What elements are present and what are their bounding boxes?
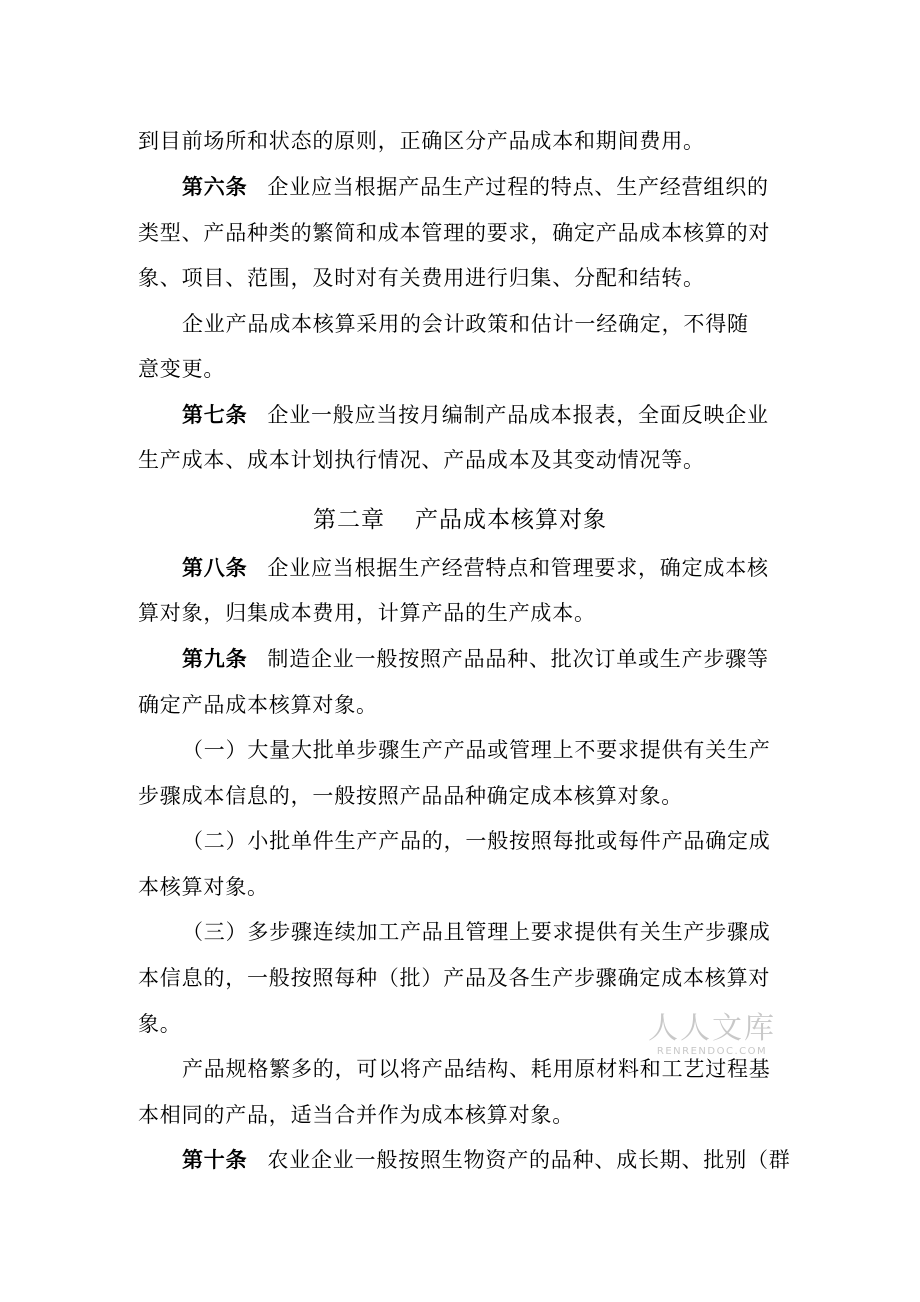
- paragraph-line: （三）多步骤连续加工产品且管理上要求提供有关生产步骤成: [182, 920, 771, 944]
- article-number: 第八条: [182, 556, 248, 580]
- article-number: 第七条: [182, 403, 248, 427]
- paragraph-line: （二）小批单件生产产品的，一般按照每批或每件产品确定成: [182, 829, 771, 853]
- article-number: 第九条: [182, 647, 248, 671]
- article-number: 第十条: [182, 1148, 248, 1172]
- paragraph-line: 步骤成本信息的，一般按照产品品种确定成本核算对象。: [138, 784, 683, 808]
- paragraph-line: 产品规格繁多的，可以将产品结构、耗用原材料和工艺过程基: [182, 1057, 771, 1081]
- paragraph-line: 本相同的产品，适当合并作为成本核算对象。: [138, 1103, 574, 1127]
- article-7-line: 第七条 企业一般应当按月编制产品成本报表，全面反映企业: [182, 403, 769, 427]
- article-number: 第六条: [182, 175, 248, 199]
- paragraph-line: 本核算对象。: [138, 875, 269, 899]
- article-9-line: 第九条 制造企业一般按照产品品种、批次订单或生产步骤等: [182, 647, 769, 671]
- chapter-number: 第二章: [313, 507, 385, 533]
- paragraph-line: 象、项目、范围，及时对有关费用进行归集、分配和结转。: [138, 266, 705, 290]
- paragraph-line: 算对象，归集成本费用，计算产品的生产成本。: [138, 601, 596, 625]
- paragraph-line: 确定产品成本核算对象。: [138, 693, 378, 717]
- paragraph-line: 生产成本、成本计划执行情况、产品成本及其变动情况等。: [138, 448, 705, 472]
- watermark-logo: [648, 1012, 776, 1058]
- article-6-line: 第六条 企业应当根据产品生产过程的特点、生产经营组织的: [182, 175, 769, 199]
- paragraph-line: 类型、产品种类的繁简和成本管理的要求，确定产品成本核算的对: [138, 221, 771, 245]
- watermark-domain: RENRENDOC.COM: [656, 1046, 768, 1057]
- chapter-heading: [0, 504, 920, 536]
- article-10-line: 第十条 农业企业一般按照生物资产的品种、成长期、批别（群: [182, 1148, 791, 1172]
- paragraph-line: 象。: [138, 1012, 182, 1036]
- paragraph-line: 意变更。: [138, 357, 226, 381]
- paragraph-line: （一）大量大批单步骤生产产品或管理上不要求提供有关生产: [182, 738, 771, 762]
- paragraph-line: 到目前场所和状态的原则，正确区分产品成本和期间费用。: [138, 129, 705, 153]
- article-8-line: 第八条 企业应当根据生产经营特点和管理要求，确定成本核: [182, 556, 769, 580]
- paragraph-line: 本信息的，一般按照每种（批）产品及各生产步骤确定成本核算对: [138, 966, 771, 990]
- watermark-text: 人人文库: [648, 1011, 776, 1046]
- chapter-title: 产品成本核算对象: [415, 507, 607, 533]
- paragraph-line: 企业产品成本核算采用的会计政策和估计一经确定，不得随: [182, 312, 749, 336]
